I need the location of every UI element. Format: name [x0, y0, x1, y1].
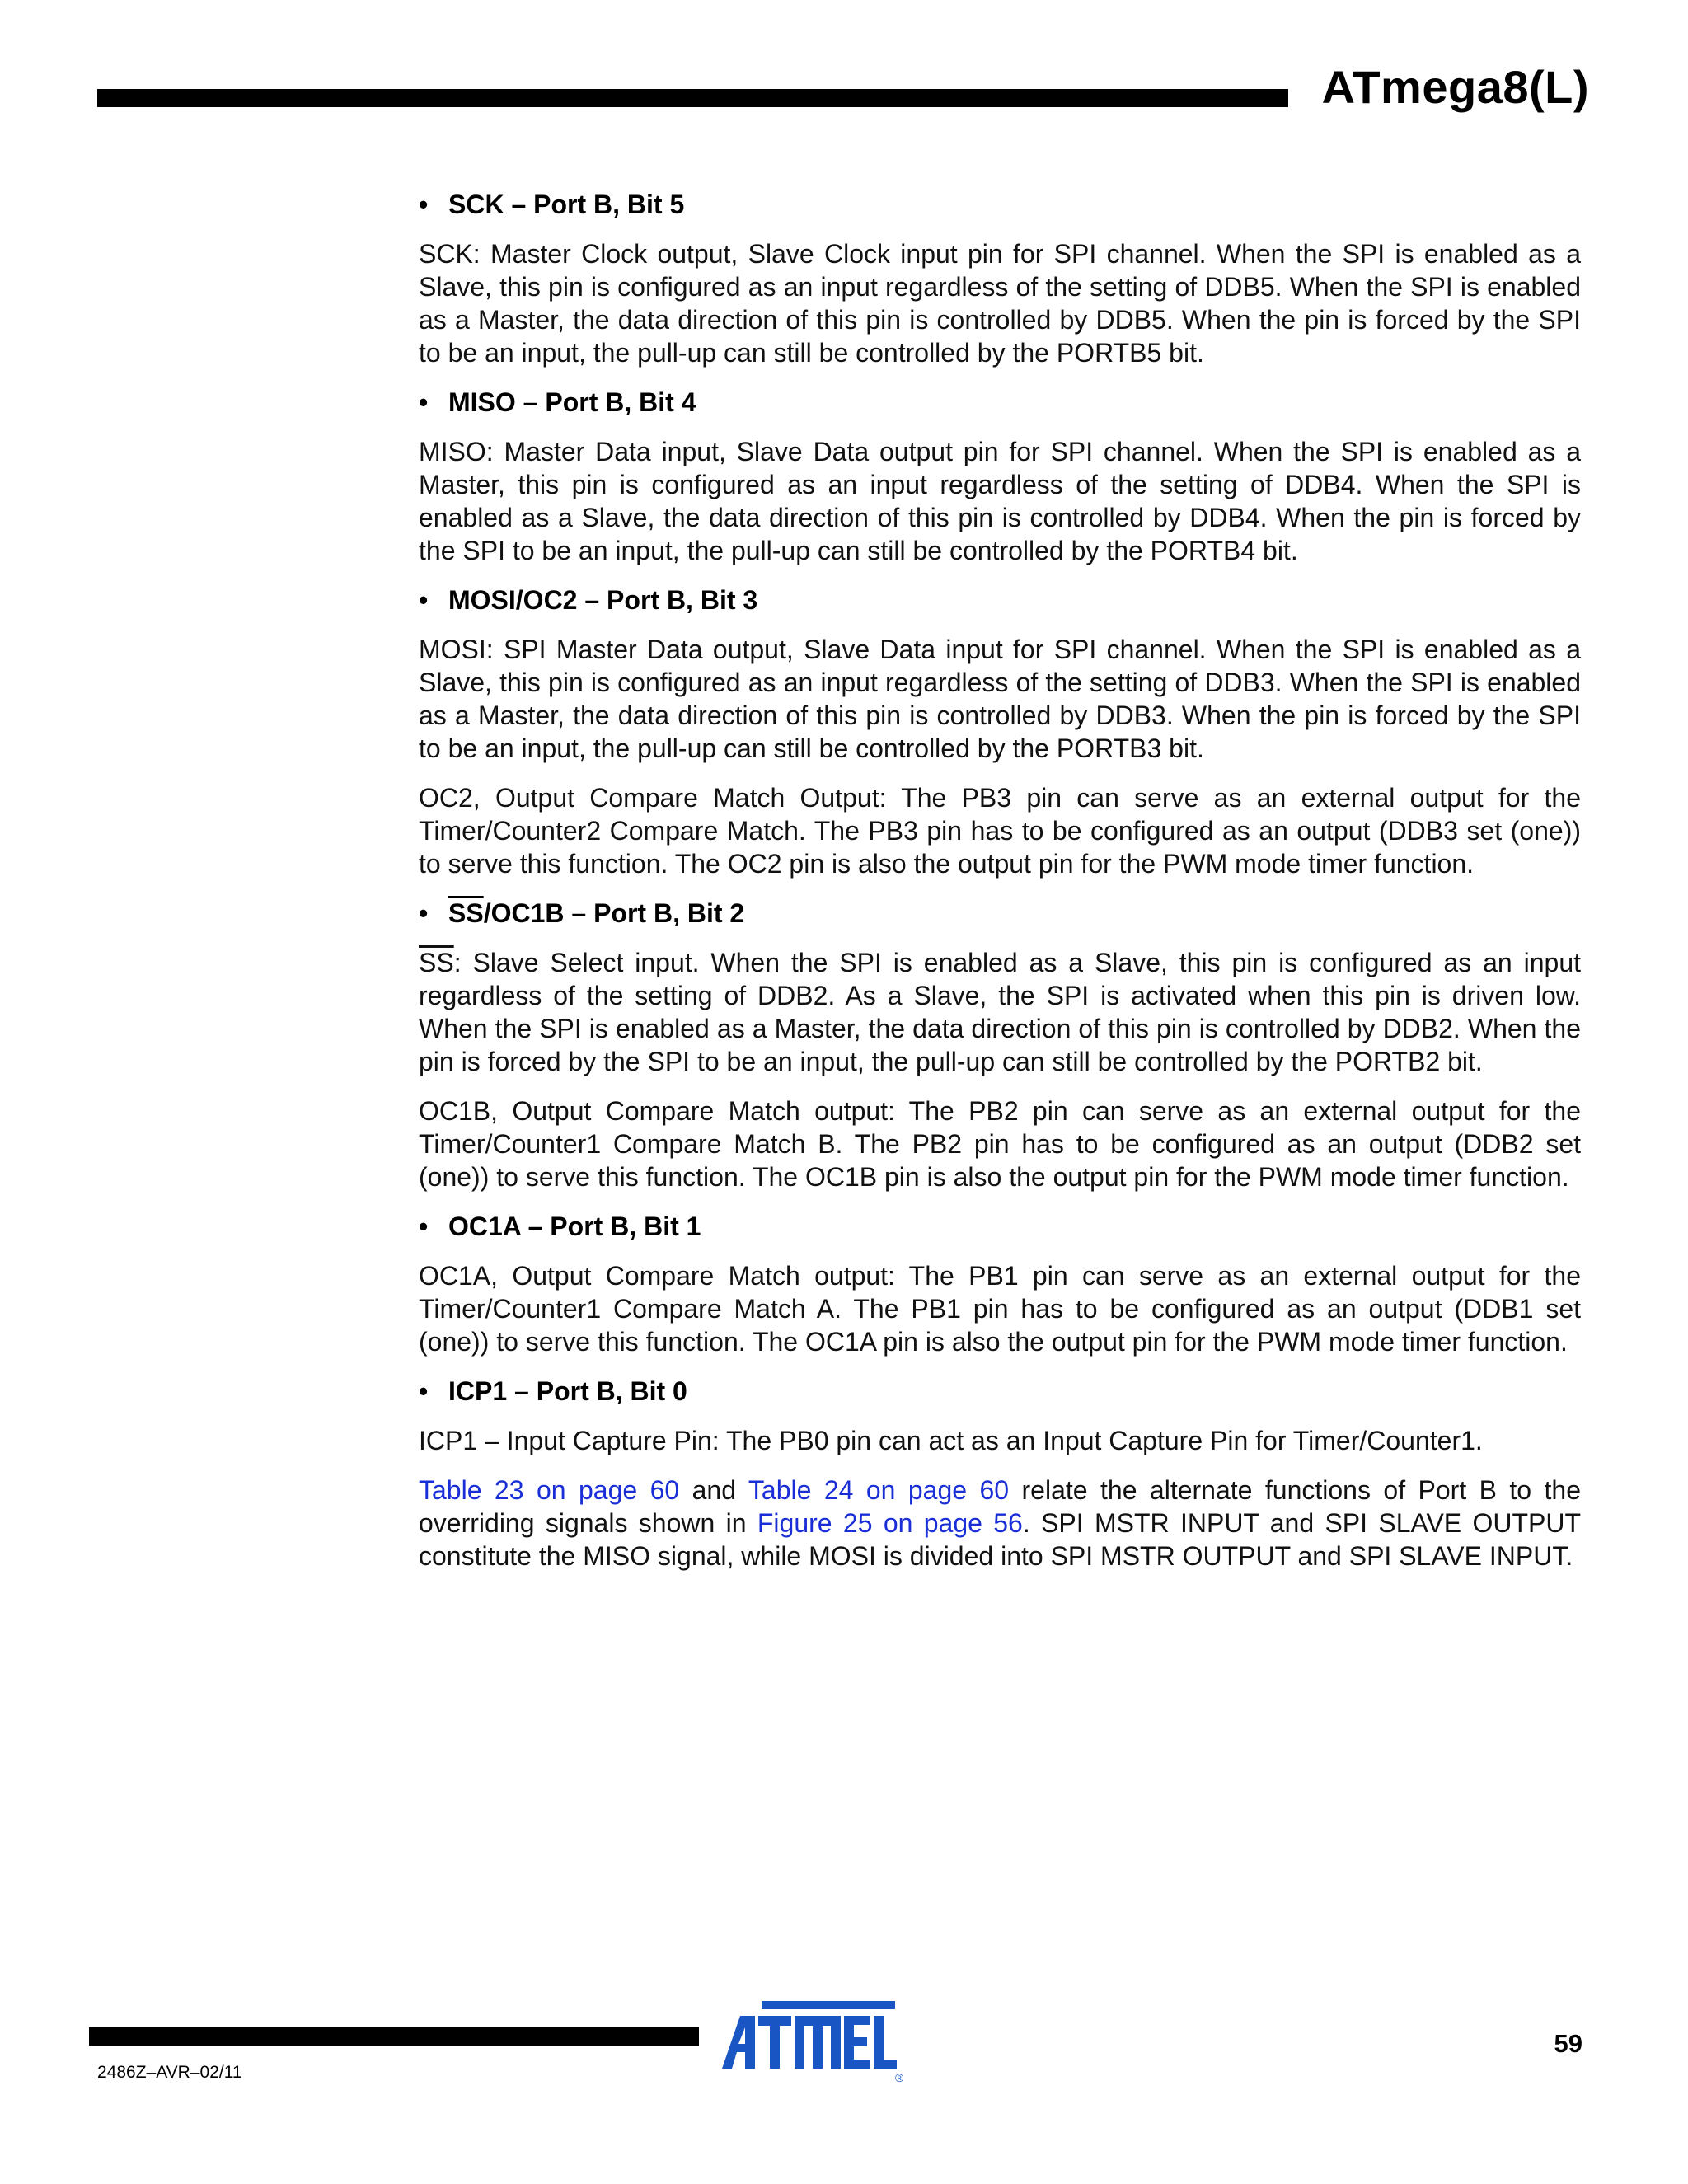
document-code: 2486Z–AVR–02/11	[97, 2063, 242, 2082]
bullet-icon: •	[419, 190, 429, 219]
paragraph-sck: SCK: Master Clock output, Slave Clock input pin for SPI channel. When the SPI is enabled as a Slave, this pin is configured as an input regardless of the setting of DDB5. When the SPI is enabled as a Master, the data direction of this pin is controlled by DDB5. When the pin is forced by the SPI to be an input, the pull-up can still be controlled by the PORTB5 bit.	[419, 239, 1581, 368]
paragraph-miso: MISO: Master Data input, Slave Data output pin for SPI channel. When the SPI is enabled as a Master, this pin is configured as an input regardless of the setting of DDB4. When the SPI is enabled as a Slave, the data direction of this pin is controlled by DDB4. When the pin is forced by the SPI to be an input, the pull-up can still be controlled by the PORTB4 bit.	[419, 437, 1581, 565]
section-heading-mosi-oc2: • MOSI/OC2 – Port B, Bit 3	[419, 585, 758, 615]
atmel-logo	[722, 1999, 903, 2085]
paragraph-icp1: ICP1 – Input Capture Pin: The PB0 pin can act as an Input Capture Pin for Timer/Counter1.	[419, 1426, 1483, 1455]
paragraph-ss: $\overline{SS}$: Slave Select input. When the SPI is enabled as a Slave, this pin is configured as an input regardless of the setting of DDB2. As a Slave, the SPI is activated when this pin is driven low. When the SPI is enabled as a Master, the data direction of this pin is controlled by DDB2. When the pin is forced by the SPI to be an input, the pull-up can still be controlled by the PORTB2 bit.	[419, 948, 1581, 1076]
section-heading-sck: • SCK – Port B, Bit 5	[419, 190, 685, 219]
paragraph-oc1a: OC1A, Output Compare Match output: The PB1 pin can serve as an external output for the Timer/Counter1 Compare Match A. The PB1 pin has to be configured as an output (DDB1 set (one)) to serve this function. The OC1A pin is also the output pin for the PWM mode timer function.	[419, 1261, 1581, 1357]
page-number: 59	[1554, 2029, 1582, 2058]
header-rule	[97, 89, 1288, 107]
section-heading-ss-oc1b: • $\overline{SS}/OC1B$ – Port B, Bit 2	[419, 898, 745, 928]
section-heading-oc1a: • OC1A – Port B, Bit 1	[419, 1212, 701, 1241]
atmel-logo-wordmark	[722, 2016, 897, 2069]
bullet-icon: •	[419, 898, 429, 928]
bullet-icon: •	[419, 1212, 429, 1241]
registered-mark: ®	[895, 2071, 903, 2084]
section-heading-icp1: • ICP1 – Port B, Bit 0	[419, 1376, 687, 1406]
section-heading-miso: • MISO – Port B, Bit 4	[419, 387, 696, 417]
bullet-icon: •	[419, 585, 429, 615]
document-title: ATmega8(L)	[1321, 61, 1589, 113]
paragraph-oc2: OC2, Output Compare Match Output: The PB3 pin can serve as an external output for the Timer/Counter2 Compare Match. The PB3 pin has to be configured as an output (DDB3 set (one)) to serve this function. The OC2 pin is also the output pin for the PWM mode timer function.	[419, 783, 1581, 879]
paragraph-closing: Table 23 on page 60 and Table 24 on page 60 relate the alternate functions of Port B to the overriding signals shown in Figure 25 on page 56. SPI MSTR INPUT and SPI SLAVE OUTPUT constitute the MISO signal, while MOSI is divided into SPI MSTR OUTPUT and SPI SLAVE INPUT.	[419, 1475, 1582, 1571]
figure-25-link[interactable]: Figure 25 on page 56	[757, 1508, 1023, 1538]
table-23-link[interactable]: Table 23 on page 60	[419, 1475, 680, 1505]
table-24-link[interactable]: Table 24 on page 60	[748, 1475, 1010, 1505]
footer-rule	[89, 2027, 699, 2046]
paragraph-oc1b: OC1B, Output Compare Match output: The PB2 pin can serve as an external output for the Timer/Counter1 Compare Match B. The PB2 pin has to be configured as an output (DDB2 set (one)) to serve this function. The OC1B pin is also the output pin for the PWM mode timer function.	[419, 1096, 1581, 1192]
main-content	[419, 188, 1581, 1589]
bullet-icon: •	[419, 1376, 429, 1406]
paragraph-mosi: MOSI: SPI Master Data output, Slave Data input for SPI channel. When the SPI is enabled as a Slave, this pin is configured as an input regardless of the setting of DDB3. When the SPI is enabled as a Master, the data direction of this pin is controlled by DDB3. When the pin is forced by the SPI to be an input, the pull-up can still be controlled by the PORTB3 bit.	[419, 635, 1581, 763]
bullet-icon: •	[419, 387, 429, 417]
